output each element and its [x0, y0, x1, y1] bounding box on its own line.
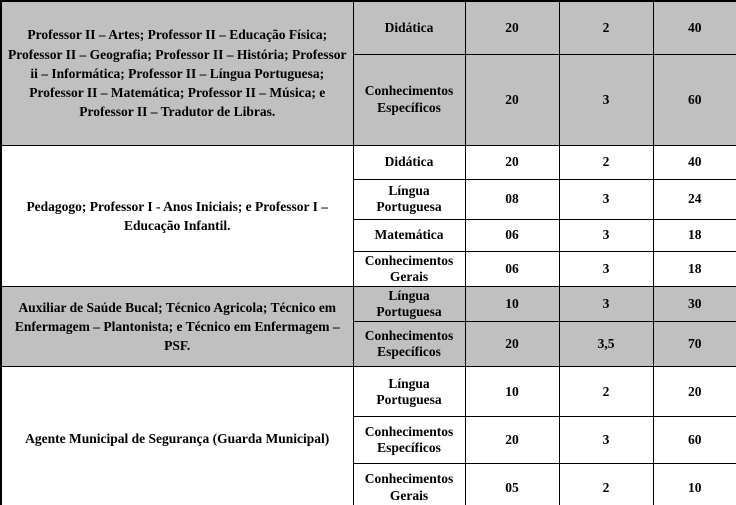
subject-cell: Língua Portuguesa: [353, 179, 465, 219]
cargo-cell-tecnicos: Auxiliar de Saúde Bucal; Técnico Agricola; Técnico em Enfermagem – Plantonista; e Técnico em Enfermagem – PSF.: [1, 286, 353, 366]
table-row: [1, 367, 736, 417]
questions-cell: 10: [465, 286, 559, 321]
weight-cell: 2: [559, 1, 653, 54]
questions-cell: 10: [465, 367, 559, 417]
questions-cell: 06: [465, 251, 559, 286]
questions-cell: 20: [465, 322, 559, 367]
weight-cell: 2: [559, 464, 653, 505]
weight-cell: 2: [559, 367, 653, 417]
cargo-cell-agente-municipal: Agente Municipal de Segurança (Guarda Municipal): [1, 367, 353, 505]
cargo-cell-pedagogo: Pedagogo; Professor I - Anos Iniciais; e Professor I – Educação Infantil.: [1, 145, 353, 286]
points-cell: 30: [653, 286, 736, 321]
subject-cell: Didática: [353, 145, 465, 179]
points-cell: 40: [653, 145, 736, 179]
table-row: [1, 286, 736, 321]
weight-cell: 3: [559, 417, 653, 464]
questions-cell: 20: [465, 1, 559, 54]
subject-cell: Conhecimentos Específicos: [353, 54, 465, 145]
subject-cell: Didática: [353, 1, 465, 54]
points-cell: 10: [653, 464, 736, 505]
subject-cell: Língua Portuguesa: [353, 286, 465, 321]
table-row: [1, 145, 736, 179]
subject-cell: Matemática: [353, 219, 465, 251]
points-cell: 40: [653, 1, 736, 54]
cargo-cell-professor-ii: Professor II – Artes; Professor II – Educação Física; Professor II – Geografia; Professor II – História; Professor ii – Informática; Professor II – Língua Portuguesa; Professor II – Matemática; Professor II – Música; e Professor II – Tradutor de Libras.: [1, 1, 353, 145]
weight-cell: 2: [559, 145, 653, 179]
points-cell: 24: [653, 179, 736, 219]
subject-cell: Conhecimentos Específicos: [353, 417, 465, 464]
weight-cell: 3,5: [559, 322, 653, 367]
questions-cell: 20: [465, 145, 559, 179]
questions-cell: 06: [465, 219, 559, 251]
points-cell: 18: [653, 251, 736, 286]
weight-cell: 3: [559, 179, 653, 219]
weight-cell: 3: [559, 251, 653, 286]
points-cell: 20: [653, 367, 736, 417]
weight-cell: 3: [559, 219, 653, 251]
questions-cell: 08: [465, 179, 559, 219]
points-cell: 70: [653, 322, 736, 367]
subject-cell: Conhecimentos Específicos: [353, 322, 465, 367]
questions-cell: 20: [465, 54, 559, 145]
points-cell: 60: [653, 417, 736, 464]
questions-cell: 05: [465, 464, 559, 505]
weight-cell: 3: [559, 286, 653, 321]
weight-cell: 3: [559, 54, 653, 145]
subject-cell: Conhecimentos Gerais: [353, 464, 465, 505]
subject-cell: Língua Portuguesa: [353, 367, 465, 417]
questions-cell: 20: [465, 417, 559, 464]
points-cell: 18: [653, 219, 736, 251]
points-cell: 60: [653, 54, 736, 145]
subject-cell: Conhecimentos Gerais: [353, 251, 465, 286]
table-row: [1, 1, 736, 54]
